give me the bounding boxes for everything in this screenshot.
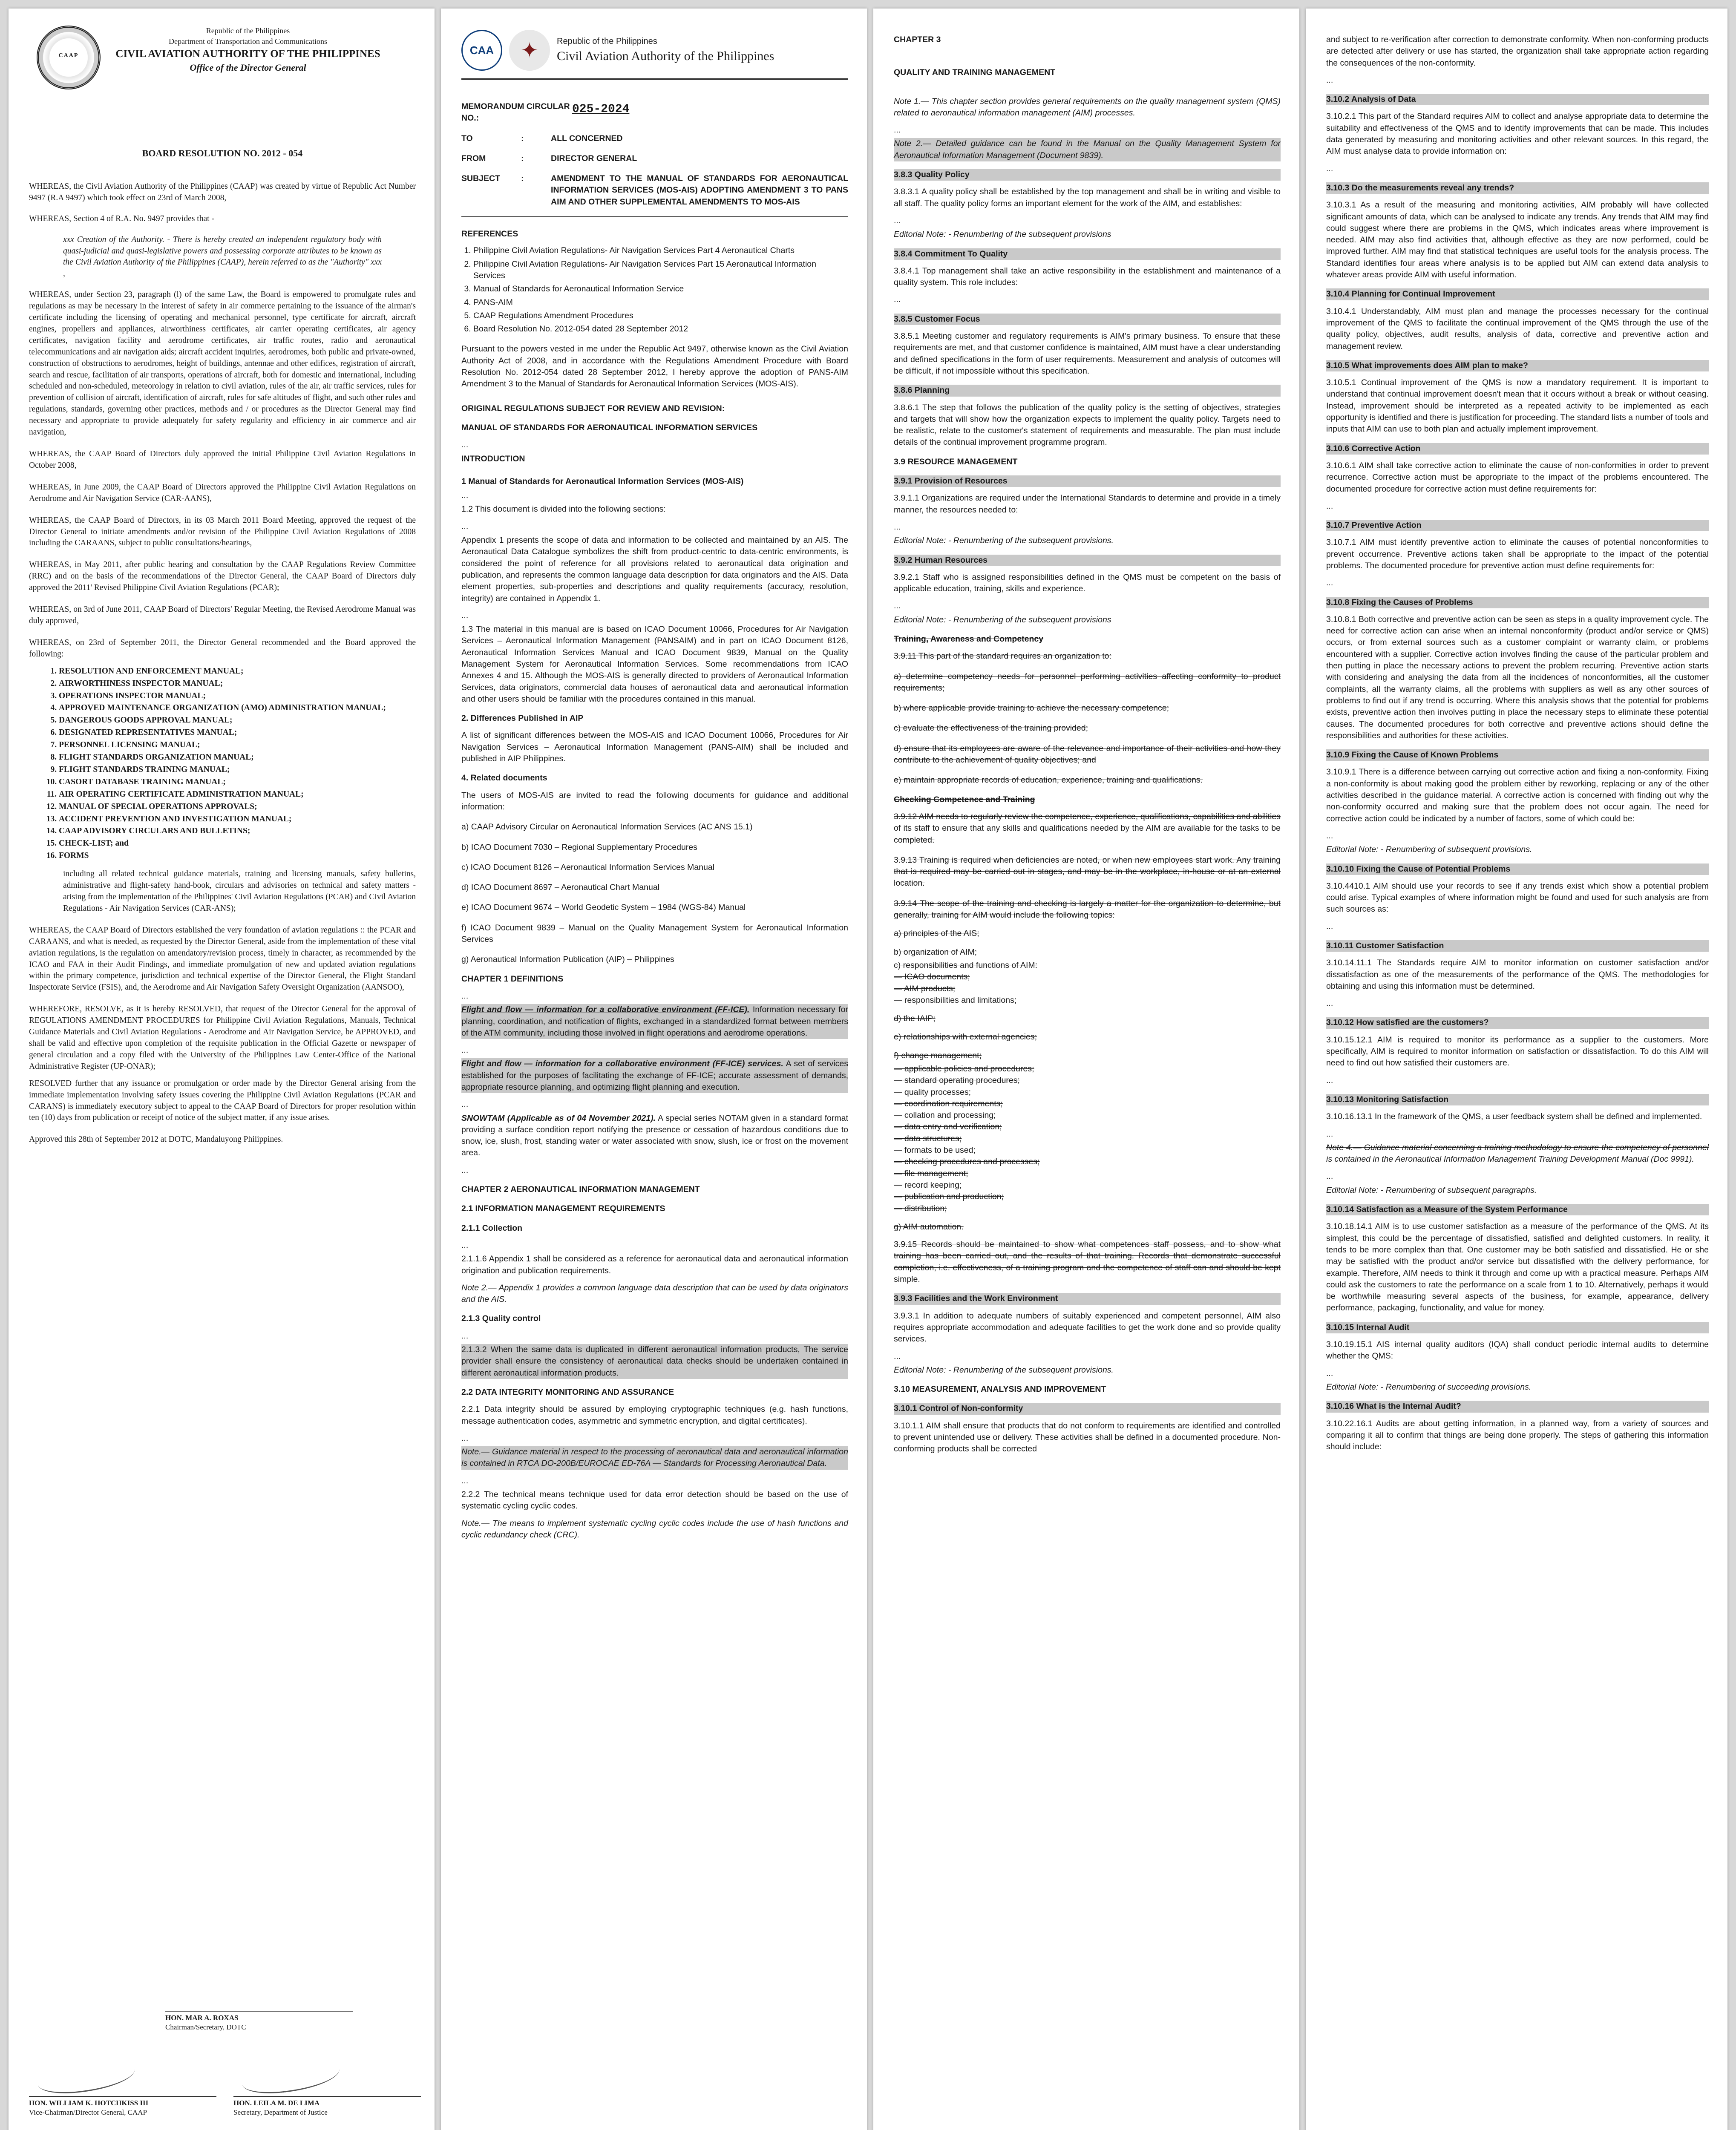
- list-item: — coordination requirements;: [894, 1099, 1003, 1108]
- ellipsis: ...: [461, 1240, 469, 1250]
- doc-item: a) CAAP Advisory Circular on Aeronautical Information Services (AC ANS 15.1): [461, 822, 753, 832]
- section-heading: 3.10 MEASUREMENT, ANALYSIS AND IMPROVEMENT: [894, 1384, 1106, 1394]
- section-heading: 3.9.2 Human Resources: [894, 555, 1281, 566]
- ellipsis: ...: [461, 1331, 469, 1341]
- para-3-9-14: 3.9.14 The scope of the training and checking is largely a matter for the organization to determine, but generally, training for AIM would include the following topics:: [894, 898, 1281, 920]
- ellipsis: ...: [1326, 999, 1333, 1008]
- doc-item: e) ICAO Document 9674 – World Geodetic System – 1984 (WGS-84) Manual: [461, 903, 746, 912]
- para-3-10-7-1: 3.10.7.1 AIM must identify preventive action to eliminate the causes of potential nonconformities to prevent occurrence. Preventive actions taken shall be appropriate to the impact of the potential problems. The documented procedure for preventive action must define requirements for:: [1326, 538, 1709, 570]
- wherefore-resolved: WHEREFORE, RESOLVE, as it is hereby RESOLVED, that request of the Director General for the approval of REGULATIONS AMENDMENT PROCEDURES for Philippine Civil Aviation Regulations, Manuals, Technical Guidance Materials and Civil Aviation Regulations - Aerodrome and Air Navigation Service, be APPROVED, and shall be valid and effective upon completion of the requisite publication in the Official Gazette or newspaper of general circulation and a copy filed with the University of the Philippines Law Center-Office of the National Administrative Register (UP-ONAR);: [29, 1005, 416, 1071]
- section-heading: 2. Differences Published in AIP: [461, 714, 584, 723]
- chapter-3-page: [873, 9, 1299, 2130]
- list-item: 15. CHECK-LIST; and: [59, 838, 416, 849]
- signature-block: [29, 1994, 416, 2130]
- para-2-2-2: 2.2.2 The technical means technique used for data error detection should be based on the use of systematic cycling cyclic codes.: [461, 1490, 848, 1511]
- caap-seal-icon: CAAP: [37, 26, 101, 89]
- para-3-9-11: 3.9.11 This part of the standard requires an organization to:: [894, 651, 1111, 661]
- list-item: — AIM products;: [894, 984, 956, 993]
- para-related-docs: The users of MOS-AIS are invited to read the following documents for guidance and additional information:: [461, 790, 848, 812]
- list-item: f) change management;: [894, 1051, 982, 1060]
- para-differences: A list of significant differences between the MOS-AIS and ICAO Document 10066, Procedures for Air Navigation Services – Aeronautical Information Management (PANS-AIM) shall be included and published in AIP Philippines.: [461, 731, 848, 764]
- whereas-7: WHEREAS, in May 2011, after public hearing and consultation by the CAAP Regulations Review Committee (RRC) and on the basis of the recommendations of the Director General, the CAAP Board of Directors duly approved the 2011' Revised Philippine Civil Aviation Regulations (PCAR);: [29, 560, 416, 593]
- para-3-10-9-1: 3.10.9.1 There is a difference between carrying out corrective action and fixing a non-conformity. Fixing a non-conformity is about making good the problem either by reworking, replacing or any of the other activities described in the guidance material. A corrective action is concerned with finding out why the non-conformity occurred and making sure that the problem does not occur again. The need for corrective action could be indicated by a number of factors, some of which could be:: [1326, 767, 1709, 823]
- ellipsis: ...: [1326, 1172, 1333, 1181]
- list-item: — file management;: [894, 1169, 968, 1178]
- note-2: Note 2.— Appendix 1 provides a common language data description that can be used by data originators and the AIS.: [461, 1283, 848, 1304]
- ellipsis: ...: [894, 295, 901, 305]
- para-3-10-13-1: 3.10.16.13.1 In the framework of the QMS, a user feedback system shall be defined and implemented.: [1326, 1112, 1702, 1122]
- list-item: 16. FORMS: [59, 850, 416, 862]
- para-3-8-4-1: 3.8.4.1 Top management shall take an active responsibility in the establishment and maintenance of a quality system. This role includes:: [894, 266, 1281, 288]
- section-heading: 3.10.8 Fixing the Causes of Problems: [1326, 597, 1709, 608]
- ellipsis: ...: [461, 491, 469, 501]
- section-heading: 3.9 RESOURCE MANAGEMENT: [894, 457, 1018, 466]
- para-3-10-11-1: 3.10.14.11.1 The Standards require AIM to monitor information on customer satisfaction and/or dissatisfaction as one of the measurements of the performance of the QMS. The methodologies for obtaining and using this information must be determined.: [1326, 958, 1709, 991]
- section-heading: 3.10.2 Analysis of Data: [1326, 94, 1709, 105]
- section-heading: 3.10.12 How satisfied are the customers?: [1326, 1017, 1709, 1028]
- para-3-9-1-1: 3.9.1.1 Organizations are required under the International Standards to determine and provide in a timely manner, the resources needed to:: [894, 493, 1281, 515]
- ellipsis: ...: [461, 1165, 469, 1175]
- doc-item: b) ICAO Document 7030 – Regional Supplementary Procedures: [461, 842, 697, 852]
- section-heading: 3.8.3 Quality Policy: [894, 169, 1281, 181]
- ellipsis: ...: [461, 521, 469, 531]
- para-3-9-3-1: 3.9.3.1 In addition to adequate numbers of suitably experienced and competent personnel, AIM also requires appropriate accommodation and adequate facilities to get the work done and so provide quality services.: [894, 1311, 1281, 1344]
- list-item: — formats to be used;: [894, 1146, 976, 1155]
- references-list: [473, 245, 848, 335]
- para-3-10-5-1: 3.10.5.1 Continual improvement of the QMS is now a mandatory requirement. It is important to understand that continual improvement doesn't mean that it occurs without a break or without ceasing. Instead, improvement should be interpreted as a repeated activity to be implemented as each opportunity is identified and there is justification for proceeding. The standard lists a number of tools and inputs that AIM can use to both plan and actually implement improvement.: [1326, 378, 1709, 434]
- list-item: 10. CASORT DATABASE TRAINING MANUAL;: [59, 777, 416, 788]
- ellipsis: ...: [1326, 578, 1333, 588]
- doc-item: g) Aeronautical Information Publication (AIP) – Philippines: [461, 955, 674, 964]
- note-2: Note 2.— Detailed guidance can be found in the Manual on the Quality Management System for Aeronautical Information Management (Document 9839).: [894, 138, 1281, 161]
- memo-from-row: FROM : DIRECTOR GENERAL: [461, 153, 637, 163]
- section-heading: 3.10.6 Corrective Action: [1326, 443, 1709, 455]
- section-heading: 2.1.1 Collection: [461, 1223, 523, 1233]
- para-3-9-13: 3.9.13 Training is required when deficiencies are noted, or when new employees start work. Any training that is required may be carried out in stages, and may be in the workplace, in-house or at an external location.: [894, 855, 1281, 888]
- list-item: 8. FLIGHT STANDARDS ORGANIZATION MANUAL;: [59, 752, 416, 763]
- list-item: — applicable policies and procedures;: [894, 1064, 1034, 1074]
- list-item: a) determine competency needs for personnel performing activities affecting conformity to product requirements;: [894, 671, 1281, 693]
- list-item: 2. Philippine Civil Aviation Regulations- Air Navigation Services Part 15 Aeronautical Information Services: [473, 259, 848, 282]
- ellipsis: ...: [1326, 75, 1333, 85]
- para-3-10-8-1: 3.10.8.1 Both corrective and preventive action can be seen as steps in a quality improvement cycle. The need for corrective action can arise when an internal nonconformity (product and/or service or QMS) occurs, or from external sources such as a customer complaint or warranty claim, or problems encountered with a supplier. Corrective action involves finding the cause of the particular problem and then putting in place the necessary actions to prevent the problem recurring. Preventive action starts with considering and analysing the data from all the incidences of nonconformities, all the customer complaints, all the warranty claims, all the problems with suppliers as well as any other sources of problems to find out if any trend is occurring. Where this analysis shows that the potential for problems exists, preventive action then involves putting in place the necessary steps to eliminate these potential causes. The documented procedures for both corrective and preventive actions should define the responsibilities and authorities for these activities.: [1326, 614, 1709, 740]
- para-3-10-12-1: 3.10.15.12.1 AIM is required to monitor its performance as a supplier to the customers. More specifically, AIM is required to monitor information on satisfaction or dissatisfaction. To do this AIM will need to find out how satisfied their customers are.: [1326, 1035, 1709, 1068]
- para-3-8-3-1: 3.8.3.1 A quality policy shall be established by the top management and shall be in writing and visible to all staff. The quality policy forms an important element for the work of the AIM, and establishes:: [894, 187, 1281, 208]
- para-3-10-14-1: 3.10.18.14.1 AIM is to use customer satisfaction as a measure of the performance of the QMS. At its simplest, this could be the percentage of dissatisfied, satisfied and delighted customers. In reality, it tends to be more complex than that. One customer may be both satisfied and dissatisfied. He or she may be satisfied with the product and/or service but dissatisfied with the delivery performance, for example. Therefore, AIM needs to think it through and come up with a practical measure. Perhaps AIM could ask the customers to rate the performance on a scale from 1 to 10. Alternatively, perhaps it would be worthwhile measuring several aspects of the business, for example, appearance, delivery performance, packaging, functionality, and value for money.: [1326, 1222, 1709, 1313]
- para-3-10-4-1: 3.10.4.1 Understandably, AIM must plan and manage the processes necessary for the continual improvement of the QMS to facilitate the continual improvement of the QMS through the use of the quality policy, objectives, audit results, analysis of data, corrective and preventive action and management review.: [1326, 306, 1709, 351]
- approval-date: Approved this 28th of September 2012 at DOTC, Mandaluyong Philippines.: [29, 1135, 283, 1144]
- list-item: 3. Manual of Standards for Aeronautical Information Service: [473, 283, 848, 295]
- note-1: Note 1.— This chapter section provides general requirements on the quality management system (QMS) related to aeronautical information management (AIM) processes.: [894, 96, 1281, 118]
- chapter-heading: CHAPTER 1 DEFINITIONS: [461, 974, 564, 984]
- list-item: — publication and production;: [894, 1192, 1004, 1202]
- para-3-10-6-1: 3.10.6.1 AIM shall take corrective action to eliminate the cause of non-conformities in order to prevent recurrence. Corrective action must be appropriate to the impact of the problems encountered. The documented procedure for corrective action must define requirements for:: [1326, 461, 1709, 494]
- signatory: HON. WILLIAM K. HOTCHKISS III Vice-Chairman/Director General, CAAP: [29, 2096, 216, 2117]
- section-heading: 3.10.3 Do the measurements reveal any trends?: [1326, 182, 1709, 194]
- signatory: HON. MAR A. ROXAS Chairman/Secretary, DOTC: [165, 2011, 353, 2032]
- section-heading: 3.9.1 Provision of Resources: [894, 475, 1281, 487]
- pursuant-paragraph: Pursuant to the powers vested in me under the Republic Act 9497, otherwise known as the Civil Aviation Authority Act of 2008, and in accordance with the Regulations Amendment Procedure with Board Resolution No. 2012-054 dated 28 September 2012, I hereby approve the adoption of PANS-AIM Amendment 3 to the Manual of Standards for Aeronautical Information Services (MOS-AIS).: [461, 344, 848, 389]
- chapter-3-continued-page: [1306, 9, 1727, 2130]
- list-item: — collation and processing;: [894, 1111, 996, 1120]
- whereas-1: WHEREAS, the Civil Aviation Authority of the Philippines (CAAP) was created by virtue of Republic Act Number 9497 (R.A 9497) which took effect on 23rd of March 2008,: [29, 181, 416, 202]
- list-item: 14. CAAP ADVISORY CIRCULARS AND BULLETINS;: [59, 826, 416, 837]
- signatory: HON. LEILA M. DE LIMA Secretary, Department of Justice: [233, 2096, 421, 2117]
- letterhead: [461, 30, 848, 71]
- para-2-1-3-2: 2.1.3.2 When the same data is duplicated in different aeronautical information products, The service provider shall ensure the consistency of aeronautical data checks should be undertaken contained in different aeronautical information products.: [461, 1344, 848, 1379]
- list-item: g) AIM automation.: [894, 1222, 964, 1232]
- ellipsis: ...: [894, 216, 901, 225]
- list-item: d) the IAIP;: [894, 1014, 936, 1024]
- list-item: — distribution;: [894, 1203, 947, 1213]
- section-heading: 3.8.5 Customer Focus: [894, 314, 1281, 325]
- section-heading: 3.10.13 Monitoring Satisfaction: [1326, 1094, 1709, 1105]
- list-item: 5. CAAP Regulations Amendment Procedures: [473, 310, 848, 322]
- list-item: 11. AIR OPERATING CERTIFICATE ADMINISTRATION MANUAL;: [59, 789, 416, 800]
- header-republic: Republic of the Philippines: [206, 26, 290, 35]
- section-heading: 3.10.5 What improvements does AIM plan to make?: [1326, 360, 1709, 371]
- list-item: 6. Board Resolution No. 2012-054 dated 28 September 2012: [473, 323, 848, 335]
- list-item: 13. ACCIDENT PREVENTION AND INVESTIGATION MANUAL;: [59, 814, 416, 825]
- list-item: a) principles of the AIS;: [894, 929, 979, 938]
- section-heading: 4. Related documents: [461, 773, 547, 783]
- list-item: b) where applicable provide training to achieve the necessary competence;: [894, 703, 1169, 713]
- note-rtca: Note.— Guidance material in respect to the processing of aeronautical data and aeronautical information is contained in RTCA DO-200B/EUROCAE ED-76A — Standards for Processing Aeronautical Data.: [461, 1446, 848, 1470]
- definition-ff-ice-services: Flight and flow — information for a collaborative environment (FF-ICE) services. A set of services established for the purposes of facilitating the exchange of FF-ICE; accurate assessment of demands, appropriate resource planning, and optimizing flight planning and execution.: [461, 1058, 848, 1093]
- section-heading: 3.9.3 Facilities and the Work Environment: [894, 1293, 1281, 1304]
- para-2-2-1: 2.2.1 Data integrity should be assured by employing cryptographic techniques (e.g. hash functions, message authentication codes, asymmetric and symmetric encryption, and digital certificates).: [461, 1405, 848, 1426]
- ellipsis: ...: [1326, 921, 1333, 931]
- doc-item: c) ICAO Document 8126 – Aeronautical Information Services Manual: [461, 862, 714, 872]
- para-2-1-1-6: 2.1.1.6 Appendix 1 shall be considered as a reference for aeronautical data and aeronautical information origination and publication requirements.: [461, 1254, 848, 1275]
- ellipsis: ...: [1326, 1368, 1333, 1378]
- editorial-note: Editorial Note: - Renumbering of the subsequent provisions.: [894, 536, 1114, 546]
- para-3-10-15-1: 3.10.19.15.1 AIS internal quality auditors (IQA) shall conduct periodic internal audits to determine whether the QMS:: [1326, 1340, 1709, 1361]
- para-1-3: 1.3 The material in this manual are is based on ICAO Document 10066, Procedures for Air Navigation Services – Aeronautical Information Management (PANSAIM) and in part on ICAO Document 8126, Aeronautical Information Services Manual and ICAO Document 9839, Manual on the Quality Management System for Aeronautical Information Services. Some recommendations from ICAO Annexes 4 and 15. Although the MOS-AIS is generally directed to providers of Aeronautical Information Services, data originators, commercial data houses of aeronautical data and aeronautical information and other users should be familiar with the procedures contained in this manual.: [461, 625, 848, 704]
- chapter-title: QUALITY AND TRAINING MANAGEMENT: [894, 68, 1056, 78]
- note-4: Note 4.— Guidance material concerning a training methodology to ensure the competency of personnel is contained in the Aeronautical Information Management Training Development Manual (Doc 9991).: [1326, 1143, 1709, 1164]
- section-heading: 2.1 INFORMATION MANAGEMENT REQUIREMENTS: [461, 1204, 665, 1214]
- para-3-9-15: 3.9.15 Records should be maintained to show what competences staff possess, and to show what training has been carried out, and the results of that training. Records that demonstrate successful completion, i.e. effectiveness, of a training program and the competence of staff can and should be kept simple.: [894, 1240, 1281, 1284]
- header-agency: Civil Aviation Authority of the Philippines: [557, 49, 774, 63]
- ellipsis: ...: [461, 440, 469, 450]
- manuals-scope: including all related technical guidance materials, training and licensing manuals, safety bulletins, administrative and flight-safety hand-book, circulars and advisories on technical and safety matters - arising from the implementation of the Philippines' Civil Aviation Regulations (PCAR) and Civil Aviation Regulations - Air Navigation Services (CAR-ANS);: [63, 869, 416, 913]
- ellipsis: ...: [894, 125, 901, 135]
- section-heading: 3.8.4 Commitment To Quality: [894, 248, 1281, 260]
- list-item: e) relationships with external agencies;: [894, 1032, 1037, 1042]
- list-item: — responsibilities and limitations;: [894, 995, 1017, 1005]
- ellipsis: ...: [894, 1351, 901, 1361]
- whereas-3: WHEREAS, under Section 23, paragraph (l) of the same Law, the Board is empowered to promulgate rules and regulations as may be necessary in the interest of safety in air commerce pertaining to the issuance of the airman's certificate including the licensing of operating and mechanical personnel, type certificate for aircraft, aircraft engines, propellers and appliances, airworthiness certificates, air carrier operating certificates, air agency certificates, navigation facility and aerodrome certificates, air traffic routes, radio and aeronautical telecommunications and air navigation aids; aircraft accident inquiries, aerodromes, both public and private-owned, construction of obstructions to aerodromes, height of buildings, antennae and other edifices, registration of aircraft, search and rescue, facilitation of air transports, operations of aircraft, both for domestic and international, including scheduled and non-scheduled, meteorology in relation to civil aviation, rules of the air, air traffic services, rules for prevention of collision of aircraft, identification of aircraft, rules for safe altitudes of flight, and such other rules and regulations, standards, governing other practices, methods and / or procedures as the Director General may find necessary and appropriate to provide adequately for safety regularity and efficiency in air commerce and air navigation,: [29, 290, 416, 437]
- ellipsis: ...: [1326, 1129, 1333, 1139]
- para-3-10-10-1: 3.10.4410.1 AIM should use your records to see if any trends exist which show a potential problem could arise. Typical examples of where information might be found and used for such analysis are from such sources as:: [1326, 881, 1709, 914]
- ellipsis: ...: [461, 1100, 469, 1109]
- quoted-provision: xxx Creation of the Authority. - There is hereby created an independent regulatory body with quasi-judicial and quasi-legislative powers and possessing corporate attributes to be known as the Civil Aviation Authority of the Philippines (CAAP), herein referred to as the "Authority" xxx ,: [63, 235, 382, 279]
- section-heading: 3.10.9 Fixing the Cause of Known Problems: [1326, 749, 1709, 761]
- ellipsis: ...: [461, 991, 469, 1001]
- section-heading: 3.10.10 Fixing the Cause of Potential Problems: [1326, 864, 1709, 875]
- caa-logo-icon: CAA: [461, 30, 502, 71]
- section-heading: 3.10.4 Planning for Continual Improvement: [1326, 288, 1709, 300]
- header-republic: Republic of the Philippines: [557, 37, 657, 46]
- editorial-note: Editorial Note: - Renumbering of subsequent provisions.: [1326, 845, 1532, 855]
- editorial-note: Editorial Note: - Renumbering of the subsequent provisions: [894, 230, 1111, 239]
- list-item: e) maintain appropriate records of education, experience, training and qualifications.: [894, 775, 1203, 785]
- para-3-10-16-1: 3.10.22.16.1 Audits are about getting information, in a planned way, from a variety of sources and comparing it all to confirm that things are being done properly. The steps of gathering this information should include:: [1326, 1419, 1709, 1452]
- resolution-number: BOARD RESOLUTION NO. 2012 - 054: [142, 147, 303, 158]
- list-item: 5. DANGEROUS GOODS APPROVAL MANUAL;: [59, 715, 416, 726]
- whereas-2: WHEREAS, Section 4 of R.A. No. 9497 provides that -: [29, 214, 214, 223]
- chapter-heading: CHAPTER 3: [894, 35, 941, 44]
- ellipsis: ...: [461, 610, 469, 620]
- board-resolution-page: [9, 9, 435, 2130]
- eagle-logo-icon: ✦: [509, 30, 550, 71]
- chapter-heading: CHAPTER 2 AERONAUTICAL INFORMATION MANAGEMENT: [461, 1185, 700, 1195]
- doc-item: d) ICAO Document 8697 – Aeronautical Chart Manual: [461, 883, 660, 892]
- ellipsis: ...: [1326, 1075, 1333, 1085]
- header-department: Department of Transportation and Communications: [169, 37, 327, 46]
- list-item: — data entry and verification;: [894, 1122, 1002, 1132]
- para-continued: and subject to re-verification after correction to demonstrate conformity. When non-conforming products are detected after delivery or use has started, the organization shall take appropriate action regarding the consequences of the non-conformity.: [1326, 35, 1709, 68]
- definition-ff-ice: Flight and flow — information for a collaborative environment (FF-ICE). Information necessary for planning, coordination, and notification of flights, exchanged in a standardized format between members of the ATM community, including those involved in flight operations and aerodrome operations.: [461, 1004, 848, 1039]
- memorandum-page: [441, 9, 867, 2130]
- signature-icon: [241, 2057, 341, 2097]
- list-item: 7. PERSONNEL LICENSING MANUAL;: [59, 740, 416, 751]
- list-item: c) responsibilities and functions of AIM:: [894, 960, 1038, 970]
- ellipsis: ...: [461, 1433, 469, 1443]
- section-heading: 3.10.7 Preventive Action: [1326, 520, 1709, 531]
- ellipsis: ...: [1326, 501, 1333, 511]
- list-item: 3. OPERATIONS INSPECTOR MANUAL;: [59, 691, 416, 702]
- doc-item: f) ICAO Document 9839 – Manual on the Quality Management System for Aeronautical Information Services: [461, 923, 848, 944]
- section-heading: 2.2 DATA INTEGRITY MONITORING AND ASSURANCE: [461, 1387, 674, 1397]
- section-heading: 3.10.11 Customer Satisfaction: [1326, 940, 1709, 952]
- definition-snowtam: SNOWTAM (Applicable as of 04 November 2021). A special series NOTAM given in a standard format providing a surface condition report notifying the presence or cessation of hazardous conditions due to snow, ice, slush, frost, standing water or water associated with snow, slush, ice or frost on the movement area.: [461, 1113, 848, 1158]
- memo-subject-row: SUBJECT : AMENDMENT TO THE MANUAL OF STANDARDS FOR AERONAUTICAL INFORMATION SERVICES (MOS-AIS) ADOPTING AMENDMENT 3 TO PANS AIM AND OTHER SUPPLEMENTAL AMENDMENTS TO MOS-AIS: [461, 174, 848, 207]
- memo-to-row: TO : ALL CONCERNED: [461, 133, 623, 143]
- para-1-2: 1.2 This document is divided into the following sections:: [461, 504, 666, 514]
- para-3-8-5-1: 3.8.5.1 Meeting customer and regulatory requirements is AIM's primary business. To ensure that these requirements are met, and that customer confidence is maintained, AIM must have a clear understanding and defined specifications in the form of user requirements. Measurement and analysis of outcomes will be difficult, if not impossible without this specification.: [894, 331, 1281, 376]
- editorial-note: Editorial Note: - Renumbering of succeeding provisions.: [1326, 1382, 1532, 1392]
- whereas-6: WHEREAS, the CAAP Board of Directors, in its 03 March 2011 Board Meeting, approved the request of the Director General to initiate amendments and/or revision of the Philippine Civil Aviation Regulations of 2008 including the CARAANS, subject to public consultations/hearings,: [29, 515, 416, 548]
- editorial-note: Editorial Note: - Renumbering of the subsequent provisions: [894, 615, 1111, 625]
- list-item: — standard operating procedures;: [894, 1076, 1020, 1085]
- original-regulations-heading: ORIGINAL REGULATIONS SUBJECT FOR REVIEW AND REVISION:: [461, 403, 725, 413]
- para-3-9-2-1: 3.9.2.1 Staff who is assigned responsibilities defined in the QMS must be competent on the basis of applicable education, training, skills and experience.: [894, 572, 1281, 594]
- para-3-10-3-1: 3.10.3.1 As a result of the measuring and monitoring activities, AIM probably will have collected significant amounts of data, which can be analysed to indicate any trends. Any trends that AIM may find could suggest where there are problems in the QMS, which indicates areas where improvement is needed. AIM may also find activities that, although effective as they are now performed, could be improved further. AIM may find that statistical techniques are useful tools for the analysis process. The Standard identifies four areas where analysis is to be applied but AIM can extend data analysis to whatever areas provide AIM with useful information.: [1326, 200, 1709, 280]
- manuals-list: [59, 666, 416, 862]
- list-item: 12. MANUAL OF SPECIAL OPERATIONS APPROVALS;: [59, 801, 416, 813]
- para-3-9-12: 3.9.12 AIM needs to regularly review the competence, experience, qualifications, capabilities and abilities of its staff to ensure that any skills and qualifications needed by the AIM are available for the tasks to be completed.: [894, 812, 1281, 845]
- header-agency: CIVIL AVIATION AUTHORITY OF THE PHILIPPINES: [115, 48, 380, 60]
- header-office: Office of the Director General: [190, 62, 306, 73]
- topics-list: [894, 928, 1281, 1233]
- ellipsis: ...: [1326, 164, 1333, 173]
- ellipsis: ...: [894, 522, 901, 532]
- list-item: — data structures;: [894, 1134, 962, 1143]
- section-heading: Training, Awareness and Competency: [894, 634, 1044, 644]
- list-item: 1. Philippine Civil Aviation Regulations- Air Navigation Services Part 4 Aeronautical Charts: [473, 245, 848, 256]
- note-crc: Note.— The means to implement systematic cycling cyclic codes include the use of hash functions and cyclic redundancy check (CRC).: [461, 1518, 848, 1540]
- para-appendix-1: Appendix 1 presents the scope of data and information to be collected and maintained by an AIS. The Aeronautical Data Catalogue symbolizes the shift from product-centric to data-centric environments, is considered the point of reference for all provisions related to aeronautical data origination and publication, and represents the common language data description for data originators and the AIS. Data element properties, sub-properties and descriptions and quality requirements (accuracy, resolution, integrity) are contained in Appendix 1.: [461, 535, 848, 603]
- whereas-5: WHEREAS, in June 2009, the CAAP Board of Directors approved the Philippine Civil Aviation Regulations on Aerodrome and Air Navigation Service (CAR-AANS),: [29, 482, 416, 503]
- list-item: 9. FLIGHT STANDARDS TRAINING MANUAL;: [59, 764, 416, 776]
- whereas-8: WHEREAS, on 3rd of June 2011, CAAP Board of Directors' Regular Meeting, the Revised Aerodrome Manual was duly approved,: [29, 605, 416, 625]
- ellipsis: ...: [461, 1045, 469, 1055]
- list-item: 1. RESOLUTION AND ENFORCEMENT MANUAL;: [59, 666, 416, 677]
- section-heading: 3.10.15 Internal Audit: [1326, 1322, 1709, 1333]
- list-item: 4. APPROVED MAINTENANCE ORGANIZATION (AMO) ADMINISTRATION MANUAL;: [59, 702, 416, 714]
- para-3-10-2-1: 3.10.2.1 This part of the Standard requires AIM to collect and analyse appropriate data to determine the suitability and effectiveness of the QMS and to identify improvements that can be made. This includes data generated by measuring and monitoring activities and other relevant sources. In this regard, the AIM must analyse data to provide information on:: [1326, 112, 1709, 156]
- section-heading: 3.10.16 What is the Internal Audit?: [1326, 1401, 1709, 1412]
- ellipsis: ...: [894, 601, 901, 611]
- references-title: REFERENCES: [461, 229, 518, 239]
- ellipsis: ...: [461, 1476, 469, 1485]
- editorial-note: Editorial Note: - Renumbering of subsequent paragraphs.: [1326, 1185, 1537, 1195]
- signature-icon: [36, 2057, 137, 2097]
- list-item: — ICAO documents;: [894, 972, 970, 982]
- manual-title: MANUAL OF STANDARDS FOR AERONAUTICAL INFORMATION SERVICES: [461, 423, 758, 432]
- list-item: d) ensure that its employees are aware of the relevance and importance of their activities and how they contribute to the achievement of quality objectives; and: [894, 743, 1281, 765]
- whereas-4: WHEREAS, the CAAP Board of Directors duly approved the initial Philippine Civil Aviation Regulations in October 2008,: [29, 449, 416, 470]
- whereas-10: WHEREAS, the CAAP Board of Directors established the very foundation of aviation regulations :: the PCAR and CARAANS, and what is needed, as requested by the Director General, aside from the implementation of these vital aviation regulations, is the regulation on amendatory/revision process, timely in character, as recommended by the ICAO and FAA in their Audit Findings, and immediate promulgation of new and updated aviation regulations within the primary competence, jurisdiction and technical expertise of the Director General, the Flight Standard Inspectorate Service (FSIS), and, the Aerodrome and Air Navigation Safety Oversight Organization (AANSOO),: [29, 925, 416, 992]
- list-item: — record keeping;: [894, 1180, 962, 1190]
- list-item: c) evaluate the effectiveness of the training provided;: [894, 723, 1088, 733]
- memo-number-row: MEMORANDUM CIRCULAR NO.: 025-2024: [461, 102, 630, 123]
- list-item: 6. DESIGNATED REPRESENTATIVES MANUAL;: [59, 727, 416, 739]
- ellipsis: ...: [1326, 831, 1333, 840]
- introduction-heading: INTRODUCTION: [461, 454, 525, 463]
- section-heading: 3.10.14 Satisfaction as a Measure of the System Performance: [1326, 1204, 1709, 1215]
- section-heading: 1 Manual of Standards for Aeronautical Information Services (MOS-AIS): [461, 476, 744, 486]
- section-heading: Checking Competence and Training: [894, 794, 1035, 804]
- list-item: b) organization of AIM;: [894, 947, 977, 957]
- whereas-9: WHEREAS, on 23rd of September 2011, the Director General recommended and the Board approved the following:: [29, 638, 416, 659]
- list-item: — quality processes;: [894, 1087, 971, 1097]
- para-3-10-1-1: 3.10.1.1 AIM shall ensure that products that do not conform to requirements are identified and controlled to prevent unintended use or delivery. These activities shall be defined in a documented procedure. Non-conforming products shall be corrected: [894, 1421, 1281, 1454]
- list-item: 2. AIRWORTHINESS INSPECTOR MANUAL;: [59, 678, 416, 690]
- list-item: — checking procedures and processes;: [894, 1157, 1040, 1167]
- resolved-further: RESOLVED further that any issuance or promulgation or order made by the Director General arising from the immediate implementation involving safety issues covering the Philippine Civil Aviation Regulations (PCAR and CARANS) is immediately executory subject to appeal to the CAAP Board of Directors for proper resolution within ten (10) days from publication or receipt of notice of the subject matter, if any issue arises.: [29, 1079, 416, 1123]
- list-item: 4. PANS-AIM: [473, 297, 848, 308]
- section-heading: 2.1.3 Quality control: [461, 1314, 541, 1324]
- section-heading: 3.10.1 Control of Non-conformity: [894, 1403, 1281, 1414]
- section-heading: 3.8.6 Planning: [894, 385, 1281, 396]
- para-3-8-6-1: 3.8.6.1 The step that follows the publication of the quality policy is the setting of objectives, strategies and targets that will show how the organization expects to implement the quality policy. Targets need to be realistic, relate to the customer's statement of requirements and measurable. The plan must include details of the continual improvement programme program.: [894, 403, 1281, 447]
- editorial-note: Editorial Note: - Renumbering of the subsequent provisions.: [894, 1365, 1114, 1375]
